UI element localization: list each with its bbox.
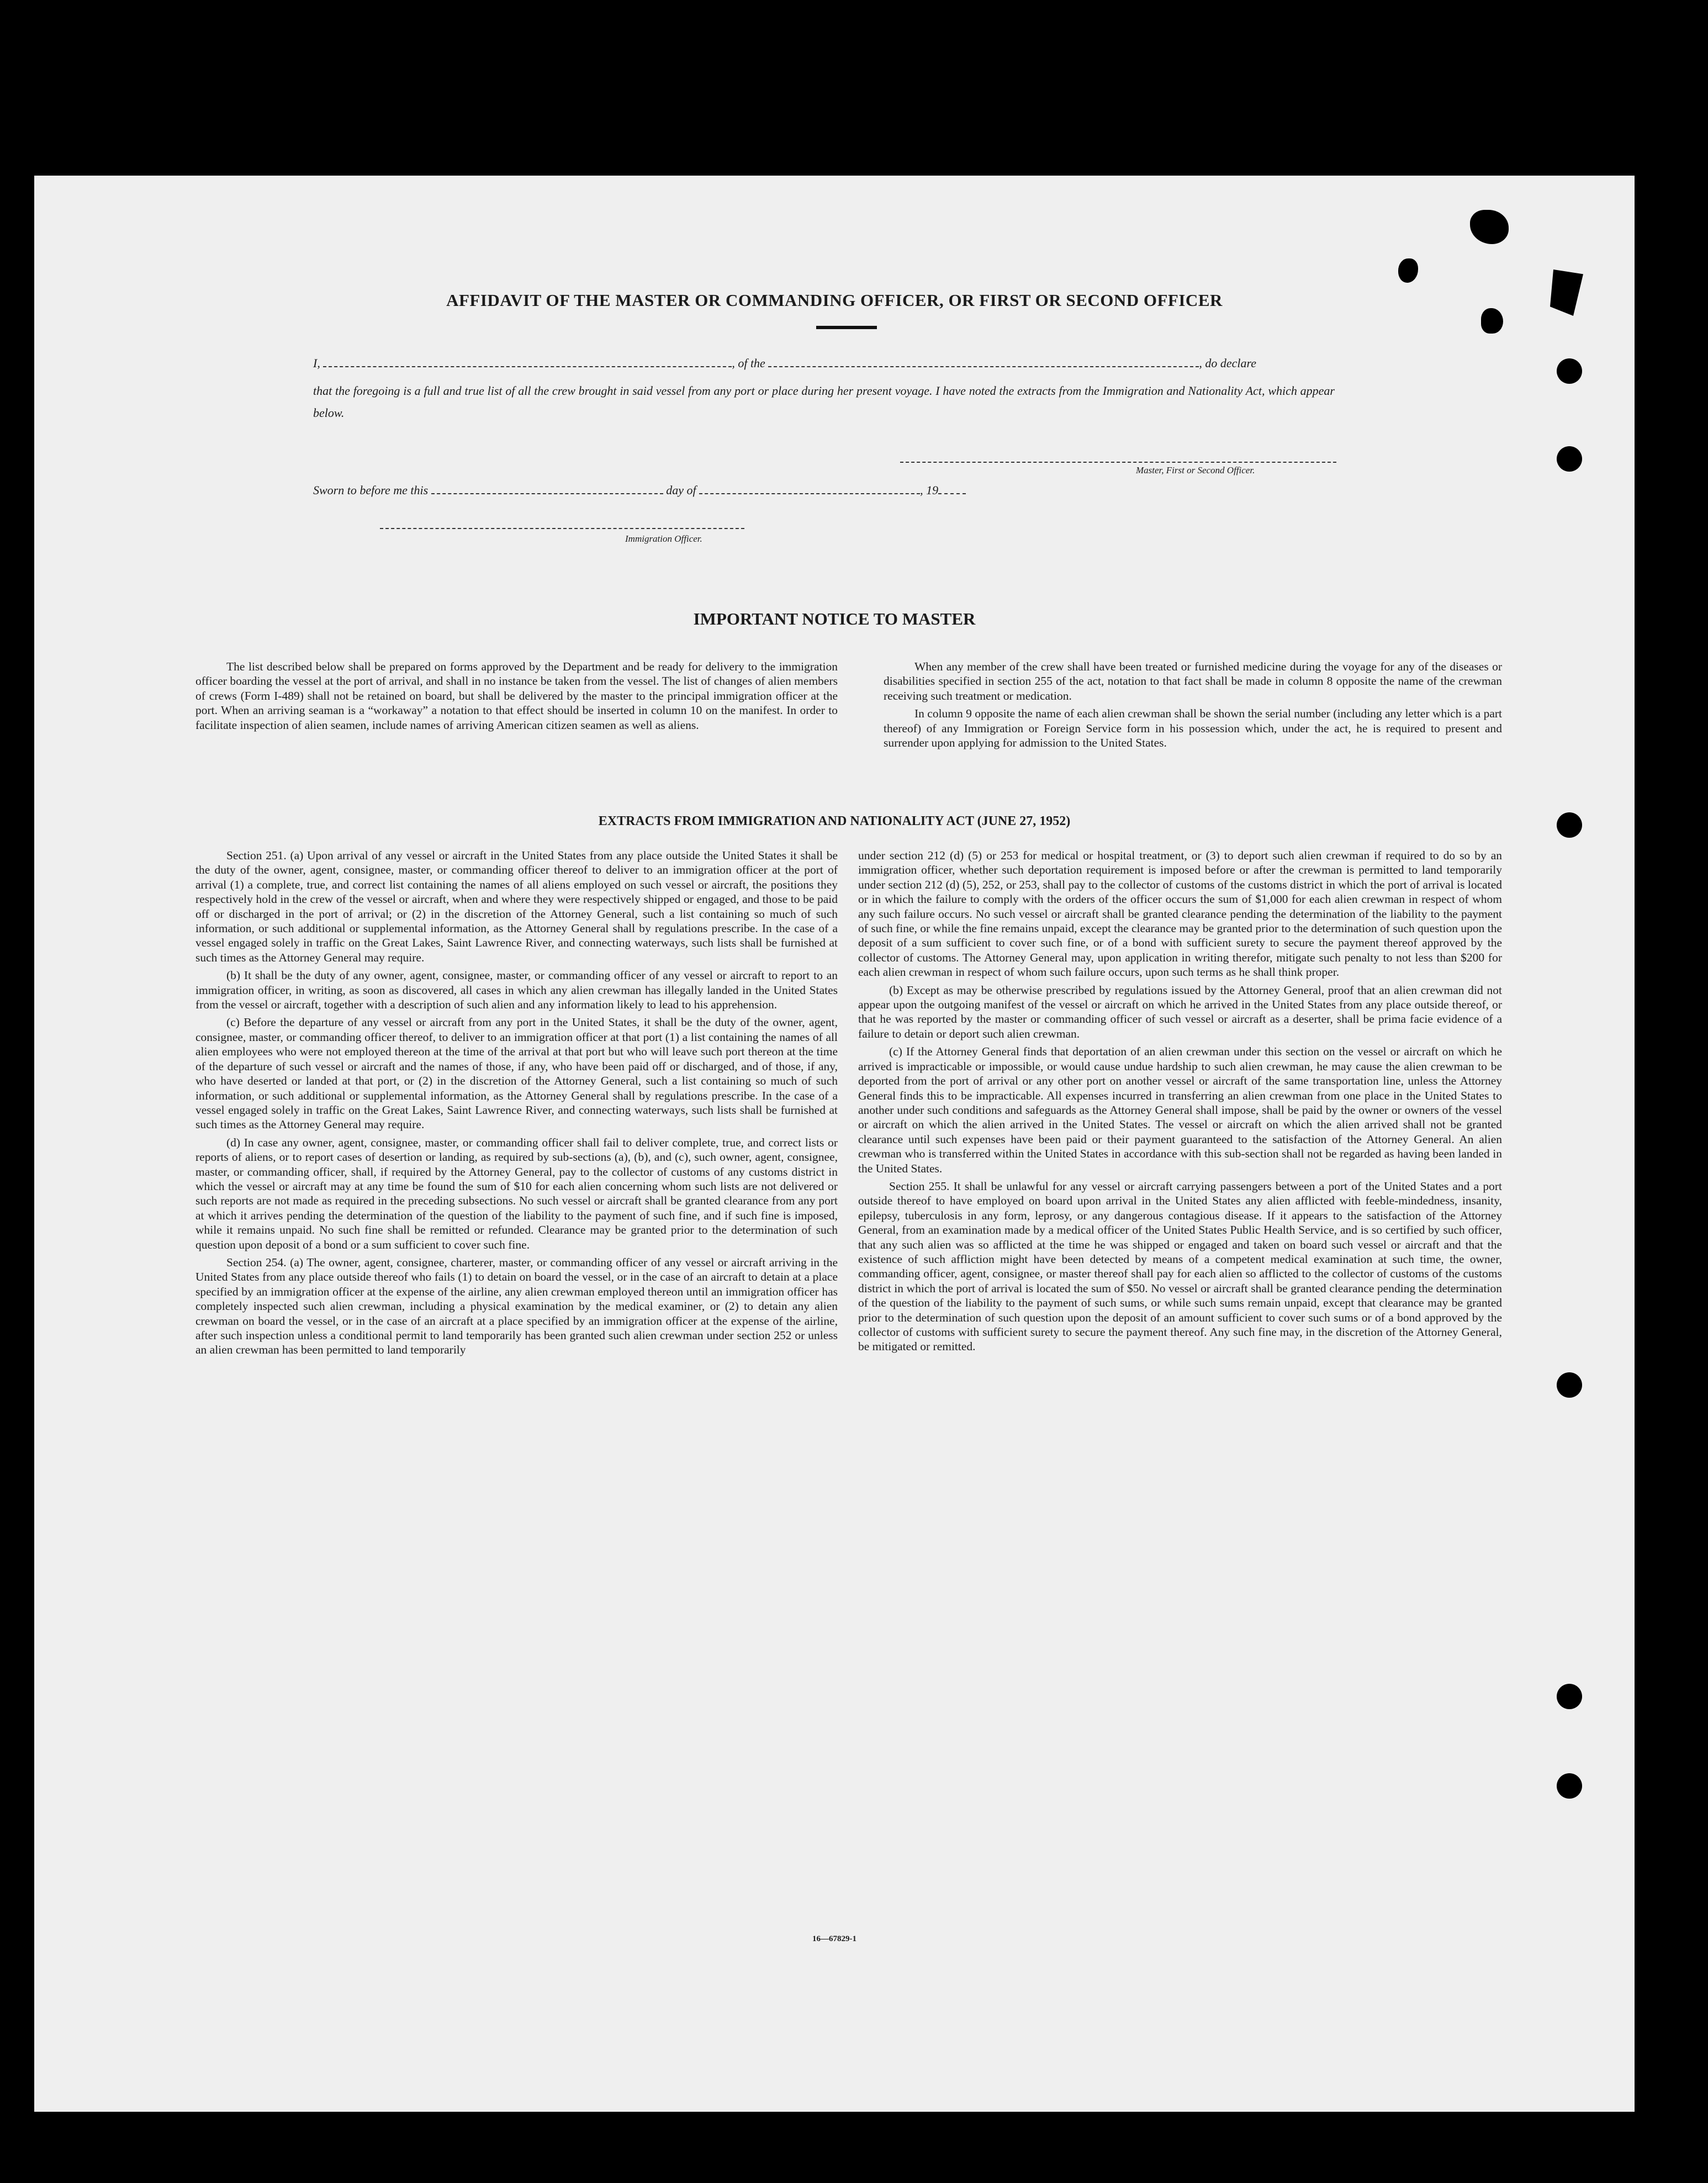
extracts-right-column xyxy=(858,848,1502,1357)
officer-signature-field[interactable] xyxy=(380,528,744,529)
title-underline xyxy=(816,326,877,329)
sworn-label: Sworn to before me this xyxy=(313,483,429,497)
punch-hole xyxy=(1557,446,1582,472)
extract-paragraph: (c) Before the departure of any vessel or aircraft from any port in the United States, it shall be the duty of the owner, agent, consignee, master, or commanding officer thereof, to deliver to an immigration officer at that port (1) a list containing the names of all alien employees who were not employed thereon at the time of the arrival at that port but who will leave such port thereon at the time of the departure of such vessel or aircraft and the names of those, if any, who have been paid off or discharged, and of those, if any, who have deserted or landed at that port, or (2) in the discretion of the Attorney General, such a list containing so much of such information, or such additional or supplemental information, as the Attorney General shall by regulations prescribe. In the case of a vessel engaged solely in traffic on the Great Lakes, Saint Lawrence River, and connecting waterways, such lists shall be furnished at such times as the Attorney General may require. xyxy=(195,1016,838,1132)
extracts-left-column xyxy=(195,848,838,1361)
notice-paragraph: The list described below shall be prepared on forms approved by the Department and be ready for delivery to the immigration officer boarding the vessel at the port of arrival, and shall in no instance be taken from the vessel. The list of changes of alien members of crews (Form I-489) shall not be retained on board, but shall be delivered by the master to the principal immigration officer at the port. When an arriving seaman is a “workaway” a notation to that effect should be inserted in column 10 on the manifest. In order to facilitate inspection of alien seamen, include names of arriving American citizen seamen as well as aliens. xyxy=(195,660,838,732)
paper-damage-blot xyxy=(1398,258,1418,283)
punch-hole xyxy=(1557,1372,1582,1398)
extract-paragraph: under section 212 (d) (5) or 253 for medical or hospital treatment, or (3) to deport such alien crewman if required to do so by an immigration officer, whether such deportation requirement is imposed before or after the crewman is permitted to land temporarily under section 212 (d) (5), 252, or 253, shall pay to the collector of customs of the customs district in which the port of arrival is located or in which the failure to comply with the orders of the officer occurs the sum of $1,000 for each alien crewman in respect of whom any such failure occurs. No such vessel or aircraft shall be granted clearance pending the determination of the liability to the payment of such fine, or while the fine remains unpaid, except the clearance may be granted prior to the determination of such question upon the deposit of a sum sufficient to cover such fine, or of a bond with sufficient surety to secure the payment thereof approved by the collector of customs. The Attorney General may, upon application in writing therefor, mitigate such penalty to not less than $200 for each alien crewman in respect of whom such failure occurs, upon such terms as he shall think proper. xyxy=(858,849,1502,979)
punch-hole xyxy=(1557,358,1582,384)
paper-damage-blot xyxy=(1470,210,1509,244)
extract-paragraph: Section 255. It shall be unlawful for any vessel or aircraft carrying passengers between a port of the United States and a port outside thereof to have employed on board upon arrival in the United States any alien afflicted with feeble-mindedness, insanity, epilepsy, tuberculosis in any form, leprosy, or any dangerous contagious disease. If it appears to the satisfaction of the Attorney General, from an examination made by a medical officer of the United States Public Health Service, and is so certified by such officer, that any such alien was so afflicted at the time he was shipped or engaged and taken on board such vessel or aircraft and that the existence of such affliction might have been detected by means of a competent medical examination at such time, the owner, commanding officer, agent, consignee, or master thereof shall pay for each alien so afflicted to the collector of customs of the customs district in which the port of arrival is located the sum of $50. No vessel or aircraft shall be granted clearance pending the determination of the question of the liability to the payment of such sums, or while such sums remain unpaid, except that clearance may be granted prior to the determination of such question upon the deposit of an amount sufficient to cover such sums or of a bond approved by the collector of customs with sufficient surety to secure the payment thereof. Any such fine may, in the discretion of the Attorney General, be mitigated or remitted. xyxy=(858,1179,1502,1354)
punch-hole xyxy=(1557,1684,1582,1709)
paper-damage-blot xyxy=(1481,308,1503,334)
declaration-line xyxy=(313,356,1335,371)
year-label: , 19 xyxy=(920,483,939,497)
notice-right-column xyxy=(884,659,1502,753)
of-the-label: , of the xyxy=(732,356,765,370)
sworn-line xyxy=(313,483,1335,498)
declare-label: , do declare xyxy=(1199,356,1256,370)
sworn-day-field[interactable] xyxy=(431,483,663,494)
notice-left-column xyxy=(195,659,838,736)
extracts-title: EXTRACTS FROM IMMIGRATION AND NATIONALITY ACT (JUNE 27, 1952) xyxy=(598,814,1071,828)
affidavit-title: AFFIDAVIT OF THE MASTER OR COMMANDING OFFICER, OR FIRST OR SECOND OFFICER xyxy=(446,290,1223,310)
extract-paragraph: Section 254. (a) The owner, agent, consignee, charterer, master, or commanding officer of any vessel or aircraft arriving in the United States from any place outside thereof who fails (1) to detain on board the vessel, or in the case of an aircraft to detain at a place specified by an immigration officer at the expense of the airline, any alien crewman employed thereon until an immigration officer has completely inspected such alien crewman, including a physical examination by the medical examiner, or (2) to detain any alien crewman on board the vessel, or in the case of an aircraft at a place specified by an immigration officer at the expense of the airline, after such inspection unless a conditional permit to land temporarily has been granted such alien crewman under section 252 or unless an alien crewman has been permitted to land temporarily xyxy=(195,1255,838,1357)
extract-paragraph: (b) Except as may be otherwise prescribed by regulations issued by the Attorney General, proof that an alien crewman did not appear upon the outgoing manifest of the vessel or aircraft on which he arrived in the United States from any place outside thereof, or that he was reported by the master or commanding officer of such vessel or aircraft as a deserter, shall be prima facie evidence of a failure to detain or deport such alien crewman. xyxy=(858,983,1502,1040)
day-of-label: day of xyxy=(666,483,696,497)
name-field[interactable] xyxy=(323,356,732,367)
master-signature-field[interactable] xyxy=(900,462,1336,463)
extract-paragraph: (d) In case any owner, agent, consignee, master, or commanding officer shall fail to deliver complete, true, and correct lists or reports of aliens, or to report cases of desertion or landing, as required by sub-sections (a), (b), and (c), such owner, agent, consignee, master, or commanding officer, shall, if required by the Attorney General, pay to the collector of customs of any customs district in which the vessel or aircraft may at any time be found the sum of $10 for each alien concerning whom such lists are not delivered or such reports are not made as required in the preceding subsections. No such vessel or aircraft shall be granted clearance from any port at which it arrives pending the determination of the question of the liability to the payment of such fine, and if such fine is imposed, while it remains unpaid. No such fine shall be remitted or refunded. Clearance may be granted prior to the determination of such question upon deposit of a bond or a sum sufficient to cover such fine. xyxy=(195,1135,838,1251)
extract-paragraph: (c) If the Attorney General finds that deportation of an alien crewman under this section on the vessel or aircraft on which he arrived is impracticable or impossible, or would cause undue hardship to such alien crewman, he may cause the alien crewman to be deported from the port of arrival or any other port on another vessel or aircraft of the same transportation line, unless the Attorney General finds this to be impracticable. All expenses incurred in transferring an alien crewman from one place in the United States to another under such conditions and safeguards as the Attorney General shall impose, shall be paid by the owner or owners of the vessel or aircraft on which the alien arrived in the United States. The vessel or aircraft on which the alien arrived shall not be granted clearance until such expenses have been paid or their payment guaranteed to the satisfaction of the Attorney General. An alien crewman who is transferred within the United States in accordance with this sub-section shall not be regarded as having been landed in the United States. xyxy=(858,1045,1502,1175)
extract-paragraph: (b) It shall be the duty of any owner, agent, consignee, master, or commanding officer of any vessel or aircraft to report to an immigration officer, in writing, as soon as discovered, all cases in which any alien crewman has illegally landed in the United States from the vessel or aircraft, together with a description of such alien and any information likely to lead to his apprehension. xyxy=(195,969,838,1012)
extract-paragraph: Section 251. (a) Upon arrival of any vessel or aircraft in the United States from any place outside the United States it shall be the duty of the owner, agent, consignee, master, or commanding officer thereof to deliver to an immigration officer at the port of arrival (1) a complete, true, and correct list containing the names of all aliens employed on such vessel or aircraft, the positions they respectively hold in the crew of the vessel or aircraft, when and where they were respectively shipped or engaged, and those to be paid off or discharged in the port of arrival; or (2) in the discretion of the Attorney General, such a list containing so much of such information, or such additional or supplemental information, as the Attorney General shall by regulations prescribe. In the case of a vessel engaged solely in traffic on the Great Lakes, Saint Lawrence River, and connecting waterways, such lists shall be furnished at such times as the Attorney General may require. xyxy=(195,849,838,964)
sworn-month-field[interactable] xyxy=(699,483,920,494)
document-page xyxy=(34,176,1635,2112)
vessel-field[interactable] xyxy=(768,356,1199,367)
officer-signature-label: Immigration Officer. xyxy=(625,533,702,544)
i-label: I, xyxy=(313,356,320,370)
form-number: 16—67829-1 xyxy=(812,1934,856,1943)
master-signature-label: Master, First or Second Officer. xyxy=(1136,465,1255,475)
notice-title: IMPORTANT NOTICE TO MASTER xyxy=(693,609,976,628)
punch-hole xyxy=(1557,1773,1582,1799)
notice-paragraph: In column 9 opposite the name of each alien crewman shall be shown the serial number (including any letter which is a part thereof) of any Immigration or Foreign Service form in his possession which, under the act, he is required to present and surrender upon applying for admission to the United States. xyxy=(884,707,1502,750)
affidavit-statement: that the foregoing is a full and true list of all the crew brought in said vessel from any port or place during her present voyage. I have noted the extracts from the Immigration and Nationality Act, which appear below. xyxy=(313,384,1335,420)
notice-paragraph: When any member of the crew shall have been treated or furnished medicine during the voyage for any of the diseases or disabilities specified in section 255 of the act, notation to that fact shall be made in column 8 opposite the name of the crewman receiving such treatment or medication. xyxy=(884,660,1502,702)
sworn-year-field[interactable] xyxy=(938,483,966,494)
